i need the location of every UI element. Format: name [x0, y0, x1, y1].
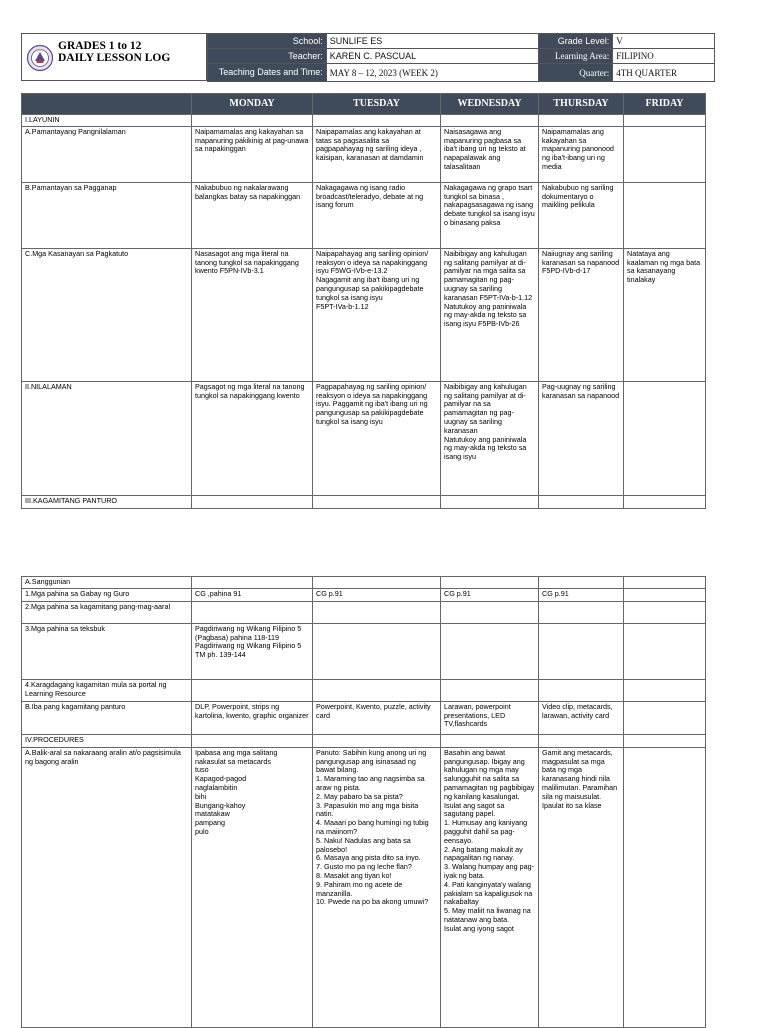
day-cell [624, 126, 706, 182]
day-cell: Pagpapahayag ng sariling opinion/ reaksyon o ideya sa napakinggang isyu. Paggamit ng iba't ibang uri ng pangungusap sa pakikipagdebate tungkol sa isang isyu [313, 381, 441, 495]
quarter-value: 4TH QUARTER [613, 64, 715, 82]
table-row [22, 182, 706, 248]
school-value: SUNLIFE ES [326, 34, 538, 49]
day-cell: Nakagagawa ng isang radio broadcast/teleradyo, debate at ng isang forum [313, 182, 441, 248]
table-row [22, 126, 706, 182]
table-row [22, 747, 706, 1027]
day-cell: Natataya ang kaalaman ng mga bata sa kasanayang tinalakay [624, 248, 706, 381]
day-cell [441, 601, 539, 623]
day-cell [441, 734, 539, 747]
day-cell [313, 601, 441, 623]
day-cell: Naipamamalas ang kakayahan sa mapanuring panonood ng iba't-ibang uri ng media [539, 126, 624, 182]
day-cell: Naibibigay ang kahulugan ng salitang pamilyar at di-pamilyar na sa pamamagitan ng pag-uugnay sa sariling karanasan Natutukoy ang paniniwala ng may-akda ng teksto sa isang isyu [441, 381, 539, 495]
grade-level-label: Grade Level: [538, 34, 613, 49]
day-cell [192, 679, 313, 701]
day-cell: Naipapahayag ang sariling opinion/ reaksyon o ideya sa napakinggang isyu F5WG-IVb-e-13.2 Nagagamit ang iba't ibang uri ng pangungusap sa pakikipagdebate tungkol sa isang isyu F5PT-IVa-b-1.12 [313, 248, 441, 381]
day-cell: CG p.91 [539, 588, 624, 601]
day-cell: CG ,pahina 91 [192, 588, 313, 601]
table-row [22, 701, 706, 734]
table-row [22, 495, 706, 508]
header-blank-cell [22, 94, 192, 115]
row-label-cell: B.Pamantayan sa Pagganap [22, 182, 192, 248]
day-cell [624, 747, 706, 1027]
day-cell [624, 588, 706, 601]
day-cell [192, 577, 313, 589]
resources-procedures-table [21, 576, 706, 1028]
day-cell [441, 623, 539, 679]
day-cell [624, 381, 706, 495]
row-label-cell: II.NILALAMAN [22, 381, 192, 495]
day-cell [539, 623, 624, 679]
day-cell [624, 679, 706, 701]
day-cell: Gamit ang metacards, magpasulat sa mga bata ng mga karanasang hindi nila malilimutan. Paramihan sila ng maisusulat. Ipaulat ito sa klase [539, 747, 624, 1027]
day-cell: DLP, Powerpoint, strips ng kartolina, kwento, graphic organizer [192, 701, 313, 734]
day-cell: Pagsagot ng mga literal na tanong tungkol sa napakinggang kwento [192, 381, 313, 495]
objectives-table [21, 93, 706, 509]
table-row [22, 248, 706, 381]
day-cell [624, 115, 706, 127]
day-cell: Ipabasa ang mga salitang nakasulat sa metacards tuso Kapagod-pagod naglalambitin bihi Bungang-kahoy matatakaw pampang pulo [192, 747, 313, 1027]
grade-level-value: V [613, 34, 715, 49]
day-cell: Naiiugnay ang sariling karanasan sa napanood F5PD-IVb-d-17 [539, 248, 624, 381]
day-cell [624, 623, 706, 679]
day-cell [539, 115, 624, 127]
day-cell [192, 601, 313, 623]
row-label-cell: A.Sanggunian [22, 577, 192, 589]
day-cell: Nakagagawa ng grapo tsart tungkol sa binasa , nakapagsasagawa ng isang debate tungkol sa isang isyu o binasang paksa [441, 182, 539, 248]
day-cell: Naisasagawa ang mapanuring pagbasa sa iba't ibang uri ng teksto at napapalawak ang talasalitaan [441, 126, 539, 182]
day-header: WEDNESDAY [441, 94, 539, 115]
table-row [22, 679, 706, 701]
row-label-cell: 1.Mga pahina sa Gabay ng Guro [22, 588, 192, 601]
row-label-cell: A.Pamantayang Pangnilalaman [22, 126, 192, 182]
learning-area-label: Learning Area: [538, 49, 613, 64]
day-cell [539, 679, 624, 701]
day-cell: Powerpoint, Kwento, puzzle, activity card [313, 701, 441, 734]
day-cell: CG p.91 [441, 588, 539, 601]
day-header: TUESDAY [313, 94, 441, 115]
day-header: MONDAY [192, 94, 313, 115]
row-label-cell: 2.Mga pahina sa kagamitang pang-mag-aaral [22, 601, 192, 623]
row-label-cell: 3.Mga pahina sa teksbuk [22, 623, 192, 679]
day-cell [624, 182, 706, 248]
day-cell: Naibibigay ang kahulugan ng salitang pamilyar at di-pamilyar na mga salita sa pamamagitan ng pag-uugnay sa sariling karanasan F5PT-IVa-b-1.12 Natutukoy ang paniniwala ng may-akda ng teksto sa isang isyu F5PB-IVb-26 [441, 248, 539, 381]
day-cell [624, 601, 706, 623]
teaching-dates-label: Teaching Dates and Time: [208, 64, 327, 82]
teacher-value: KAREN C. PASCUAL [326, 49, 538, 64]
doc-title-line1: GRADES 1 to 12 [58, 40, 142, 52]
row-label-cell: III.KAGAMITANG PANTURO [22, 495, 192, 508]
day-cell [539, 601, 624, 623]
doc-title-line2: DAILY LESSON LOG [58, 52, 171, 64]
day-cell: Naipapamalas ang kakayahan at tatas sa pagsasalita sa pagpapahayag ng sariling ideya , kaisipan, karanasan at damdamin [313, 126, 441, 182]
row-label-cell: C.Mga Kasanayan sa Pagkatuto [22, 248, 192, 381]
header-info-table [207, 33, 715, 82]
table-row [22, 115, 706, 127]
day-cell: CG p.91 [313, 588, 441, 601]
day-cell [624, 495, 706, 508]
day-header: THURSDAY [539, 94, 624, 115]
row-label-cell: IV.PROCEDURES [22, 734, 192, 747]
quarter-label: Quarter: [538, 64, 613, 82]
learning-area-value: FILIPINO [613, 49, 715, 64]
day-cell: Video clip, metacards, larawan, activity card [539, 701, 624, 734]
day-cell [313, 734, 441, 747]
day-cell: Nakabubuo ng sariling dokumentaryo o maikling pelikula [539, 182, 624, 248]
day-cell [624, 701, 706, 734]
table-row [22, 601, 706, 623]
day-cell [313, 577, 441, 589]
day-cell [192, 495, 313, 508]
row-label-cell: A.Balik-aral sa nakaraang aralin at/o pagsisimula ng bagong aralin [22, 747, 192, 1027]
day-cell: Larawan, powerpoint presentations, LED TV,flashcards [441, 701, 539, 734]
day-cell: Panuto: Sabihin kung anong uri ng pangungusap ang isinasaad ng bawat bilang. 1. Maraming tao ang nagsimba sa araw ng pista. 2. May pabaro ba sa pista? 3. Papasukin mo ang mga bisita natin. 4. Maaari po bang humingi ng tubig na maiinom? 5. Naku! Nadulas ang bata sa palosebo! 6. Masaya ang pista dito sa inyo. 7. Gusto mo pa ng leche flan? 8. Masakit ang tiyan ko! 9. Pahiram mo ng acete de manzanilla. 10. Pwede na po ba akong umuwi? [313, 747, 441, 1027]
doc-title [58, 40, 170, 64]
day-cell [192, 115, 313, 127]
day-cell: Pag-uugnay ng sariling karanasan sa napanood [539, 381, 624, 495]
table-row [22, 623, 706, 679]
day-cell [539, 495, 624, 508]
day-cell [539, 577, 624, 589]
day-cell [441, 495, 539, 508]
table-row [22, 734, 706, 747]
day-cell: Basahin ang bawat pangungusap. Ibigay ang kahulugan ng mga may salungguhit na salita sa pamamagitan ng pagbibigay ng kanilang kasalungat. Isulat ang sagot sa sagutang papel. 1. Humusay ang kaniyang pagguhit dahil sa pag-eensayo. 2. Ang batang makulit ay napagalitan ng nanay. 3. Walang humpay ang pag-iyak ng bata. 4. Pati kanginyata'y walang pakialam sa kapaligusok na nakabaltay 5. May maliit na liwanag na natatanaw ang bata. Isulat ang iyong sagot [441, 747, 539, 1027]
day-cell [313, 679, 441, 701]
day-cell: Nasasagot ang mga literal na tanong tungkol sa napakinggang kwento F5PN-IVb-3.1 [192, 248, 313, 381]
day-cell [313, 623, 441, 679]
row-label-cell: 4.Karagdagang kagamitan mula sa portal ng Learning Resource [22, 679, 192, 701]
table-row [22, 577, 706, 589]
deped-seal-icon [26, 39, 54, 77]
day-cell [441, 679, 539, 701]
row-label-cell: I.LAYUNIN [22, 115, 192, 127]
day-cell: Pagdiriwang ng Wikang Filipino 5 (Pagbasa) pahina 118-119 Pagdiriwang ng Wikang Filipino 5 TM ph. 139-144 [192, 623, 313, 679]
row-label-cell: B.Iba pang kagamitang panturo [22, 701, 192, 734]
day-cell [624, 734, 706, 747]
teacher-label: Teacher: [208, 49, 327, 64]
day-cell [539, 734, 624, 747]
day-cell [441, 577, 539, 589]
day-cell [192, 734, 313, 747]
days-header-row [22, 94, 706, 115]
day-header: FRIDAY [624, 94, 706, 115]
day-cell [313, 495, 441, 508]
school-label: School: [208, 34, 327, 49]
logo-cell [21, 33, 207, 81]
lesson-log-header [21, 33, 715, 81]
teaching-dates-value: MAY 8 – 12, 2023 (WEEK 2) [326, 64, 538, 82]
table-row [22, 588, 706, 601]
day-cell: Naipamamalas ang kakayahan sa mapanuring pakikinig at pag-unawa sa napakinggan [192, 126, 313, 182]
table-row [22, 381, 706, 495]
day-cell [313, 115, 441, 127]
day-cell [624, 577, 706, 589]
day-cell [441, 115, 539, 127]
day-cell: Nakabubuo ng nakalarawang balangkas batay sa napakinggan [192, 182, 313, 248]
